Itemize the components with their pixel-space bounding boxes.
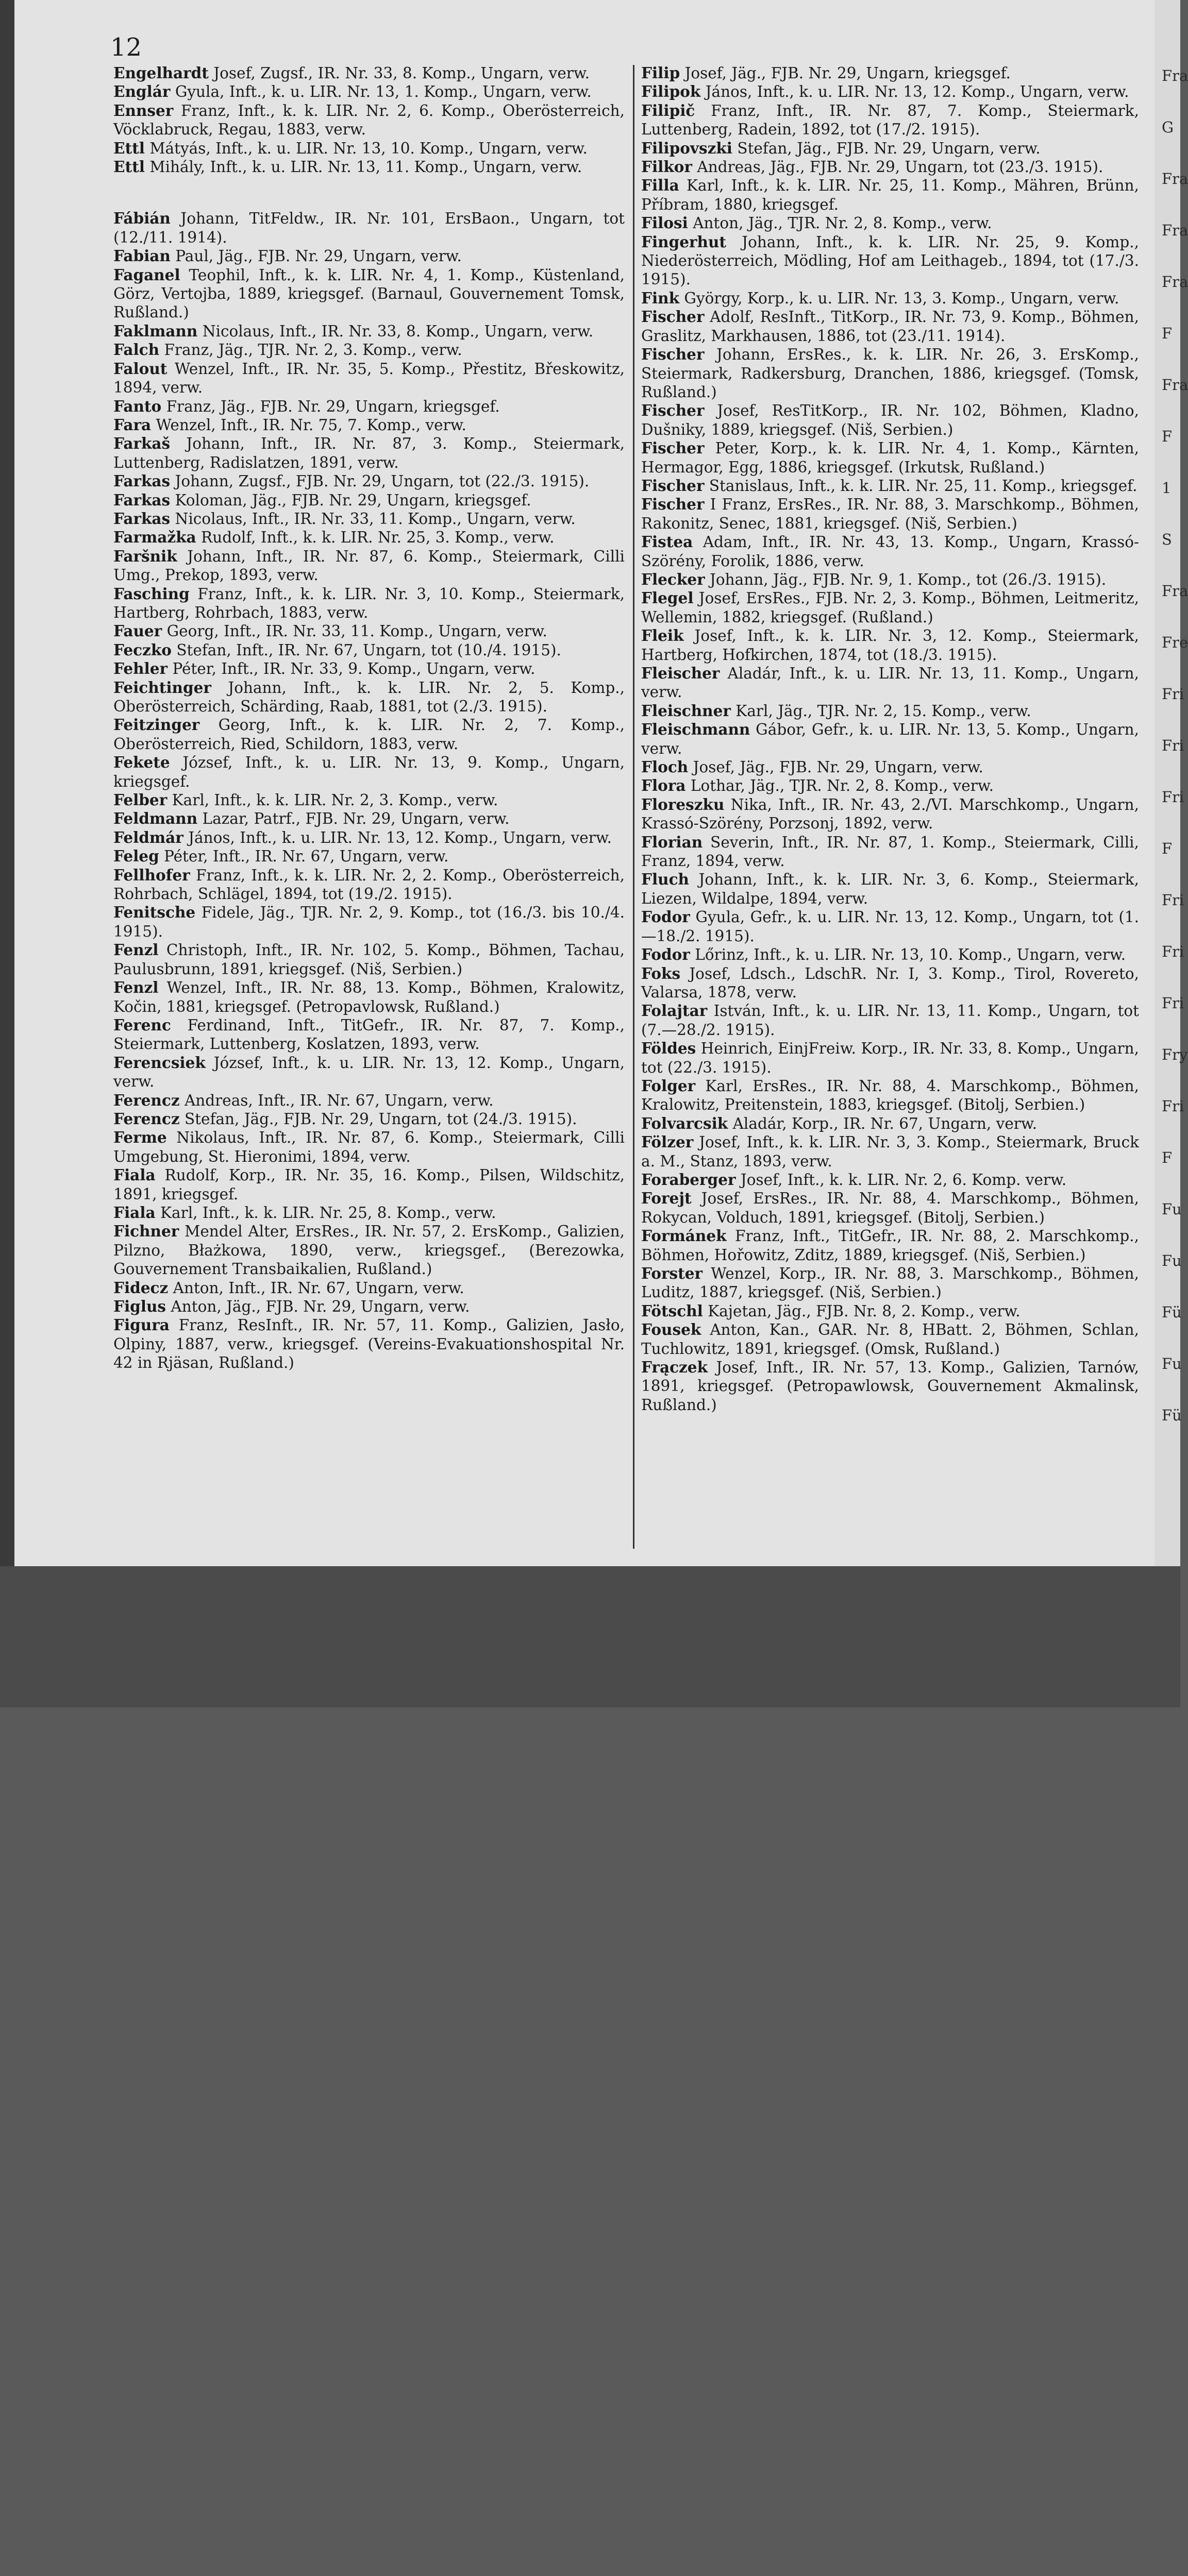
surname: Farmažka [113, 528, 196, 547]
entry-details: József, Inft., k. u. LIR. Nr. 13, 9. Komp., Ungarn, kriegsgef. [113, 754, 625, 790]
register-entry [113, 1222, 625, 1278]
surname: Frączek [641, 1358, 708, 1377]
surname: Ennser [113, 101, 174, 120]
surname: Fara [113, 415, 152, 434]
surname: Faršnik [113, 547, 177, 565]
surname: Fingerhut [641, 232, 727, 251]
edge-fragment: F [1162, 1149, 1173, 1166]
surname: Farkaš [113, 434, 171, 453]
book-gutter [0, 0, 14, 1566]
surname: Fischer [641, 495, 705, 514]
entry-details: Franz, Inft., k. k. LIR. Nr. 2, 2. Komp., Oberösterreich, Rohrbach, Schlägel, 1894, tot (19./2. 1915). [113, 866, 625, 903]
entry-details: Nicolaus, Inft., IR. Nr. 33, 11. Komp., Ungarn, verw. [170, 510, 576, 528]
surname: Felber [113, 791, 168, 809]
register-entry [113, 978, 625, 1016]
entry-details: Adolf, ResInft., TitKorp., IR. Nr. 73, 9. Komp., Böhmen, Graslitz, Markhausen, 1886, tot (23./11. 1914). [641, 308, 1139, 345]
register-entry [113, 139, 625, 158]
entry-details: Rudolf, Inft., k. k. LIR. Nr. 25, 3. Komp., verw. [196, 529, 555, 547]
surname: Fidecz [113, 1278, 169, 1297]
register-entry [641, 533, 1139, 570]
edge-fragment: Fri [1162, 1097, 1184, 1115]
entry-details: Johann, Inft., IR. Nr. 87, 6. Komp., Steiermark, Cilli Umg., Prekop, 1893, verw. [113, 547, 625, 584]
register-entry [641, 758, 1139, 776]
edge-fragment: Fri [1162, 891, 1184, 909]
edge-fragment: Fra [1162, 170, 1188, 188]
register-entry [641, 945, 1139, 964]
entry-details: Johann, Inft., k. k. LIR. Nr. 2, 5. Komp., Oberösterreich, Schärding, Raab, 1881, tot (2./3. 1915). [113, 679, 625, 715]
register-entry [113, 753, 625, 791]
edge-fragment: F [1162, 428, 1173, 445]
entry-details: Adam, Inft., IR. Nr. 43, 13. Komp., Ungarn, Krassó-Szörény, Forolik, 1886, verw. [641, 533, 1139, 570]
register-entry [113, 209, 625, 247]
entry-details: Johann, ErsRes., k. k. LIR. Nr. 26, 3. ErsKomp., Steiermark, Radkersburg, Dranchen, 1886, kriegsgef. (Tomsk, Rußland.) [641, 346, 1139, 401]
entry-details: Mátyás, Inft., k. u. LIR. Nr. 13, 10. Komp., Ungarn, verw. [144, 139, 588, 157]
entry-details: Josef, ErsRes., IR. Nr. 88, 4. Marschkomp., Böhmen, Rokycan, Volduch, 1891, kriegsgef. (Bitolj, Serbien.) [641, 1190, 1139, 1226]
entry-details: Gábor, Gefr., k. u. LIR. Nr. 13, 5. Komp., Ungarn, verw. [641, 721, 1139, 757]
viewer-footer [0, 1566, 1180, 1707]
register-entry [641, 495, 1139, 533]
register-entry [641, 795, 1139, 833]
register-entry [641, 82, 1139, 101]
surname: Fodor [641, 945, 690, 964]
entry-details: Rudolf, Korp., IR. Nr. 35, 16. Komp., Pilsen, Wildschitz, 1891, kriegsgef. [113, 1166, 625, 1203]
surname: Fellhofer [113, 866, 190, 884]
entry-details: Wenzel, Inft., IR. Nr. 35, 5. Komp., Přestitz, Břeskowitz, 1894, verw. [113, 360, 625, 397]
surname: Flegel [641, 589, 694, 607]
entry-details: Georg, Inft., IR. Nr. 33, 11. Komp., Ungarn, verw. [162, 622, 547, 640]
surname: Floch [641, 758, 689, 776]
edge-fragment: S [1162, 531, 1172, 548]
surname: Floreszku [641, 795, 725, 814]
surname: Fousek [641, 1320, 701, 1339]
register-entry [641, 776, 1139, 795]
register-entry [113, 622, 625, 640]
entry-details: Franz, Inft., k. k. LIR. Nr. 3, 10. Komp., Steiermark, Hartberg, Rohrbach, 1883, verw. [113, 585, 625, 621]
surname: Flecker [641, 570, 705, 588]
register-entry [641, 964, 1139, 1002]
entry-details: Kajetan, Jäg., FJB. Nr. 8, 2. Komp., verw. [702, 1302, 1020, 1320]
surname: Feldmár [113, 828, 183, 846]
section-gap [113, 176, 625, 209]
entry-details: Franz, Inft., k. k. LIR. Nr. 2, 6. Komp., Oberösterreich, Vöcklabruck, Regau, 1883, verw. [113, 101, 625, 139]
entry-details: Franz, Inft., IR. Nr. 87, 7. Komp., Steiermark, Luttenberg, Radein, 1892, tot (17./2. 1915). [641, 101, 1139, 139]
entry-details: Wenzel, Inft., IR. Nr. 88, 13. Komp., Böhmen, Kralowitz, Kočin, 1881, kriegsgef. (Petropavlowsk, Rußland.) [113, 979, 625, 1015]
surname: Fluch [641, 870, 690, 889]
entry-details: Franz, Inft., TitGefr., IR. Nr. 88, 2. Marschkomp., Böhmen, Hořowitz, Zditz, 1889, kriegsgef. (Niš, Serbien.) [641, 1227, 1139, 1264]
surname: Fistea [641, 533, 693, 551]
surname: Feczko [113, 640, 172, 659]
register-entry [113, 1128, 625, 1166]
entry-details: Lazar, Patrf., FJB. Nr. 29, Ungarn, verw. [197, 810, 510, 828]
surname: Folajtar [641, 1002, 708, 1020]
register-entry [641, 214, 1139, 232]
surname: Filip [641, 64, 680, 82]
edge-fragment: G [1162, 118, 1174, 136]
surname: Feldmann [113, 809, 198, 828]
surname: Filosi [641, 214, 688, 232]
surname: Fleischmann [641, 720, 750, 739]
surname: Fischer [641, 345, 705, 364]
entry-details: Nika, Inft., IR. Nr. 43, 2./VI. Marschkomp., Ungarn, Krassó-Szörény, Porzsonj, 1892, verw. [641, 795, 1139, 833]
register-entry [641, 439, 1139, 477]
entry-details: Stefan, Jäg., FJB. Nr. 29, Ungarn, verw. [732, 139, 1041, 157]
register-entry [113, 434, 625, 472]
surname: Farkas [113, 509, 171, 528]
edge-fragment: Fri [1162, 737, 1184, 754]
register-entry [641, 589, 1139, 626]
surname: Flora [641, 776, 686, 795]
surname: Faganel [113, 265, 180, 284]
register-entry [113, 1091, 625, 1110]
surname: Engelhardt [113, 64, 209, 82]
register-entry [113, 1016, 625, 1054]
register-entry [113, 360, 625, 397]
entry-details: Anton, Jäg., FJB. Nr. 29, Ungarn, verw. [166, 1298, 470, 1315]
entry-details: Anton, Jäg., TJR. Nr. 2, 8. Komp., verw. [688, 214, 992, 232]
register-entry [113, 903, 625, 941]
entry-details: Stefan, Jäg., FJB. Nr. 29, Ungarn, tot (24./3. 1915). [179, 1110, 577, 1128]
register-entry [641, 570, 1139, 589]
entry-details: Karl, Inft., k. k. LIR. Nr. 2, 3. Komp., verw. [167, 791, 498, 809]
register-entry [641, 1358, 1139, 1414]
entry-details: Johann, Jäg., FJB. Nr. 9, 1. Komp., tot (26./3. 1915). [705, 570, 1107, 588]
surname: Fasching [113, 584, 190, 603]
register-entry [641, 1039, 1139, 1077]
register-entry [641, 1189, 1139, 1227]
surname: Fischer [641, 476, 705, 495]
entry-details: Anton, Inft., IR. Nr. 67, Ungarn, verw. [168, 1279, 464, 1297]
entry-details: Aladár, Korp., IR. Nr. 67, Ungarn, verw. [728, 1114, 1038, 1132]
surname: Forejt [641, 1189, 692, 1208]
edge-fragment: F [1162, 325, 1173, 342]
page-number: 12 [110, 33, 142, 62]
entry-details: Stanislaus, Inft., k. k. LIR. Nr. 25, 11. Komp., kriegsgef. [704, 477, 1137, 495]
surname: Fehler [113, 659, 168, 678]
entry-details: Fidele, Jäg., TJR. Nr. 2, 9. Komp., tot (16./3. bis 10./4. 1915). [113, 904, 625, 940]
surname: Fischer [641, 308, 705, 326]
entry-details: János, Inft., k. u. LIR. Nr. 13, 12. Komp., Ungarn, verw. [183, 828, 612, 846]
entry-details: Josef, Jäg., FJB. Nr. 29, Ungarn, kriegsgef. [680, 64, 1011, 82]
register-entry [113, 641, 625, 659]
surname: Ferencz [113, 1091, 180, 1109]
surname: Feichtinger [113, 678, 211, 697]
entry-details: Johann, Inft., k. k. LIR. Nr. 3, 6. Komp., Steiermark, Liezen, Wildalpe, 1894, verw. [641, 871, 1139, 907]
edge-fragment: F [1162, 840, 1173, 857]
register-entry [641, 176, 1139, 214]
entry-details: Wenzel, Inft., IR. Nr. 75, 7. Komp., verw. [151, 416, 466, 434]
register-entry [113, 1279, 625, 1297]
edge-fragment: Fra [1162, 582, 1188, 600]
right-column [641, 64, 1139, 1414]
register-entry [113, 847, 625, 866]
entry-details: Karl, ErsRes., IR. Nr. 88, 4. Marschkomp., Böhmen, Kralowitz, Preitenstein, 1883, kriegsgef. (Bitolj, Serbien.) [641, 1077, 1139, 1114]
register-entry [113, 659, 625, 678]
register-entry [113, 510, 625, 528]
register-entry [113, 247, 625, 265]
surname: Formánek [641, 1227, 727, 1245]
register-entry [641, 477, 1139, 495]
surname: Filipok [641, 82, 701, 101]
surname: Filipovszki [641, 139, 733, 157]
register-entry [113, 266, 625, 322]
entry-details: Péter, Inft., IR. Nr. 67, Ungarn, verw. [159, 848, 449, 866]
register-entry [113, 1166, 625, 1204]
edge-fragment: Fri [1162, 994, 1184, 1012]
entry-details: Josef, Inft., k. k. LIR. Nr. 3, 3. Komp., Steiermark, Bruck a. M., Stanz, 1893, verw. [641, 1133, 1139, 1170]
entry-details: Péter, Inft., IR. Nr. 33, 9. Komp., Ungarn, verw. [168, 660, 536, 678]
surname: Fink [641, 289, 680, 307]
entry-details: Karl, Inft., k. k. LIR. Nr. 25, 11. Komp., Mähren, Brünn, Příbram, 1880, kriegsgef. [641, 177, 1139, 213]
surname: Ferenc [113, 1015, 171, 1034]
register-entry [113, 528, 625, 547]
surname: Fekete [113, 753, 170, 772]
edge-fragment: Fre [1162, 634, 1188, 651]
entry-details: Josef, Inft., IR. Nr. 57, 13. Komp., Galizien, Tarnów, 1891, kriegsgef. (Petropawlowsk, Gouvernement Akmalinsk, Rußland.) [641, 1359, 1139, 1414]
entry-details: János, Inft., k. u. LIR. Nr. 13, 12. Komp., Ungarn, verw. [700, 83, 1129, 101]
edge-fragment: Fu [1162, 1355, 1182, 1372]
register-entry [641, 101, 1139, 139]
register-entry [641, 401, 1139, 439]
register-entry [113, 828, 625, 847]
register-entry [113, 1316, 625, 1372]
entry-details: Aladár, Inft., k. u. LIR. Nr. 13, 11. Komp., Ungarn, verw. [641, 665, 1139, 701]
entry-details: Franz, Jäg., FJB. Nr. 29, Ungarn, kriegsgef. [161, 397, 500, 415]
surname: Ettl [113, 139, 145, 157]
surname: Falch [113, 341, 160, 359]
next-page-edge [1154, 0, 1188, 1566]
entry-details: Josef, Inft., k. k. LIR. Nr. 3, 12. Komp., Steiermark, Hartberg, Hofkirchen, 1874, tot (18./3. 1915). [641, 627, 1139, 664]
register-entry [641, 1227, 1139, 1264]
surname: Fleischner [641, 701, 731, 720]
register-entry [641, 1077, 1139, 1114]
edge-fragment: Fu [1162, 1200, 1182, 1218]
surname: Fábián [113, 209, 171, 228]
entry-details: Mihály, Inft., k. u. LIR. Nr. 13, 11. Komp., Ungarn, verw. [144, 158, 582, 176]
entry-details: Karl, Inft., k. k. LIR. Nr. 25, 8. Komp., verw. [155, 1204, 496, 1222]
register-entry [641, 345, 1139, 401]
entry-details: Josef, Ldsch., LdschR. Nr. I, 3. Komp., Tirol, Rovereto, Valarsa, 1878, verw. [641, 964, 1139, 1001]
surname: Fabian [113, 247, 171, 265]
surname: Feleg [113, 847, 159, 866]
surname: Fischer [641, 401, 705, 420]
register-entry [641, 664, 1139, 702]
register-entry [113, 547, 625, 585]
entry-details: Wenzel, Korp., IR. Nr. 88, 3. Marschkomp., Böhmen, Luditz, 1887, kriegsgef. (Niš, Serbien.) [641, 1265, 1139, 1301]
entry-details: Johann, Inft., IR. Nr. 87, 3. Komp., Steiermark, Luttenberg, Radislatzen, 1891, verw. [113, 435, 625, 471]
register-entry [113, 1297, 625, 1316]
register-entry [113, 1204, 625, 1222]
surname: Fenitsche [113, 903, 196, 922]
entry-details: Franz, ResInft., IR. Nr. 57, 11. Komp., Galizien, Jasło, Olpiny, 1887, verw., kriegsgef. (Vereins-Evakuationshospital Nr. 42 in Rjäsan, Rußland.) [113, 1316, 625, 1372]
surname: Foraberger [641, 1170, 736, 1189]
register-entry [113, 716, 625, 753]
edge-fragment: Fü [1162, 1303, 1182, 1321]
entry-details: Heinrich, EinjFreiw. Korp., IR. Nr. 33, 8. Komp., Ungarn, tot (22./3. 1915). [641, 1040, 1139, 1076]
entry-details: István, Inft., k. u. LIR. Nr. 13, 11. Komp., Ungarn, tot (7.—28./2. 1915). [641, 1002, 1139, 1039]
surname: Falout [113, 359, 168, 378]
entry-details: Lőrinz, Inft., k. u. LIR. Nr. 13, 10. Komp., Ungarn, verw. [690, 946, 1126, 964]
surname: Fichner [113, 1222, 179, 1241]
register-entry [113, 791, 625, 809]
register-entry [641, 308, 1139, 345]
register-entry [641, 1171, 1139, 1189]
surname: Feitzinger [113, 716, 200, 734]
surname: Folvarcsik [641, 1114, 728, 1132]
edge-fragment: Fri [1162, 943, 1184, 960]
surname: Folger [641, 1076, 696, 1095]
entry-details: Koloman, Jäg., FJB. Nr. 29, Ungarn, kriegsgef. [170, 491, 531, 509]
register-entry [641, 720, 1139, 758]
edge-fragment: Fra [1162, 376, 1188, 394]
entry-details: Georg, Inft., k. k. LIR. Nr. 2, 7. Komp., Oberösterreich, Ried, Schildorn, 1883, verw. [113, 716, 625, 753]
surname: Foks [641, 964, 681, 982]
register-entry [113, 472, 625, 490]
surname: Fenzl [113, 941, 159, 959]
surname: Forster [641, 1264, 703, 1282]
entry-details: Gyula, Inft., k. u. LIR. Nr. 13, 1. Komp., Ungarn, verw. [170, 83, 592, 101]
register-entry [113, 809, 625, 828]
entry-details: György, Korp., k. u. LIR. Nr. 13, 3. Komp., Ungarn, verw. [679, 289, 1119, 307]
register-entry [641, 702, 1139, 720]
entry-details: Nicolaus, Inft., IR. Nr. 33, 8. Komp., Ungarn, verw. [197, 322, 594, 340]
entry-details: Andreas, Inft., IR. Nr. 67, Ungarn, verw. [179, 1091, 494, 1109]
register-entry [641, 1264, 1139, 1302]
surname: Farkas [113, 490, 171, 509]
register-entry [113, 491, 625, 510]
entry-details: Anton, Kan., GAR. Nr. 8, HBatt. 2, Böhmen, Schlan, Tuchlowitz, 1891, kriegsgef. (Omsk, Rußland.) [641, 1321, 1139, 1358]
entry-details: Johann, TitFeldw., IR. Nr. 101, ErsBaon., Ungarn, tot (12./11. 1914). [113, 210, 625, 246]
register-entry [113, 82, 625, 101]
surname: Florian [641, 833, 703, 851]
register-entry [113, 679, 625, 716]
entry-details: Peter, Korp., k. k. LIR. Nr. 4, 1. Komp., Kärnten, Hermagor, Egg, 1886, kriegsgef. (Irkutsk, Rußland.) [641, 439, 1139, 476]
edge-fragment: Fri [1162, 788, 1184, 806]
entry-details: Josef, Inft., k. k. LIR. Nr. 2, 6. Komp. verw. [735, 1171, 1067, 1189]
edge-fragment: 1 [1162, 479, 1172, 497]
surname: Fodor [641, 908, 690, 926]
entry-details: Mendel Alter, ErsRes., IR. Nr. 57, 2. ErsKomp., Galizien, Pilzno, Błażkowa, 1890, verw., kriegsgef., (Berezowka, Gouvernement Transbaikalien, Rußland.) [113, 1223, 625, 1278]
surname: Fanto [113, 397, 162, 415]
register-entry [113, 322, 625, 341]
register-entry [641, 289, 1139, 308]
surname: Filkor [641, 158, 693, 176]
surname: Faklmann [113, 321, 198, 340]
register-entry [641, 626, 1139, 664]
register-entry [641, 1133, 1139, 1171]
register-entry [641, 233, 1139, 289]
edge-fragment: Fu [1162, 1252, 1182, 1269]
column-divider [633, 65, 634, 1549]
entry-details: Lothar, Jäg., TJR. Nr. 2, 8. Komp., verw. [685, 777, 994, 795]
register-entry [113, 1110, 625, 1128]
register-entry [113, 341, 625, 359]
register-entry [641, 158, 1139, 176]
entry-details: Stefan, Inft., IR. Nr. 67, Ungarn, tot (10./4. 1915). [171, 641, 561, 659]
surname: Fenzl [113, 978, 159, 997]
register-entry [641, 1302, 1139, 1320]
edge-fragment: Fra [1162, 67, 1188, 84]
surname: Englár [113, 82, 171, 101]
edge-fragment: Fra [1162, 273, 1188, 291]
register-entry [641, 1002, 1139, 1039]
surname: Fölzer [641, 1133, 694, 1151]
entry-details: Nikolaus, Inft., IR. Nr. 87, 6. Komp., Steiermark, Cilli Umgebung, St. Hieronimi, 1894, verw. [113, 1129, 625, 1165]
surname: Ettl [113, 158, 145, 176]
surname: Fiala [113, 1166, 156, 1184]
register-entry [113, 101, 625, 139]
edge-fragment: Fri [1162, 685, 1184, 703]
register-entry [641, 139, 1139, 158]
entry-details: Gyula, Gefr., k. u. LIR. Nr. 13, 12. Komp., Ungarn, tot (1.—18./2. 1915). [641, 908, 1139, 945]
entry-details: I Franz, ErsRes., IR. Nr. 88, 3. Marschkomp., Böhmen, Rakonitz, Senec, 1881, kriegsgef. (Niš, Serbien.) [641, 496, 1139, 532]
edge-fragment: Fra [1162, 222, 1188, 239]
surname: Ferencsiek [113, 1053, 206, 1072]
entry-details: Josef, ErsRes., FJB. Nr. 2, 3. Komp., Böhmen, Leitmeritz, Wellemin, 1882, kriegsgef. (Rußland.) [641, 589, 1139, 626]
entry-details: Teophil, Inft., k. k. LIR. Nr. 4, 1. Komp., Küstenland, Görz, Vertojba, 1889, kriegsgef. (Barnaul, Gouvernement Tomsk, Rußland.) [113, 266, 625, 321]
entry-details: Ferdinand, Inft., TitGefr., IR. Nr. 87, 7. Komp., Steiermark, Luttenberg, Koslatzen, 1893, verw. [113, 1016, 625, 1053]
register-entry [113, 585, 625, 622]
register-entry [113, 1054, 625, 1091]
register-entry [113, 64, 625, 82]
entry-details: Johann, Zugsf., FJB. Nr. 29, Ungarn, tot (22./3. 1915). [170, 472, 590, 490]
register-entry [113, 416, 625, 434]
edge-fragment: Fry [1162, 1046, 1188, 1063]
register-entry [113, 158, 625, 176]
surname: Fleischer [641, 664, 720, 682]
surname: Fiala [113, 1203, 156, 1222]
register-entry [113, 866, 625, 904]
surname: Ferme [113, 1128, 167, 1147]
left-column [113, 64, 625, 1372]
entry-details: József, Inft., k. u. LIR. Nr. 13, 12. Komp., Ungarn, verw. [113, 1054, 625, 1091]
entry-details: Josef, ResTitKorp., IR. Nr. 102, Böhmen, Kladno, Dušniky, 1889, kriegsgef. (Niš, Serbien.) [641, 402, 1139, 438]
entry-details: Severin, Inft., IR. Nr. 87, 1. Komp., Steiermark, Cilli, Franz, 1894, verw. [641, 833, 1139, 870]
entry-details: Franz, Jäg., TJR. Nr. 2, 3. Komp., verw. [159, 341, 462, 359]
entry-details: Christoph, Inft., IR. Nr. 102, 5. Komp., Böhmen, Tachau, Paulusbrunn, 1891, kriegsgef. (Niš, Serbien.) [113, 941, 625, 978]
entry-details: Karl, Jäg., TJR. Nr. 2, 15. Komp., verw. [730, 702, 1031, 720]
surname: Ferencz [113, 1109, 180, 1128]
entry-details: Andreas, Jäg., FJB. Nr. 29, Ungarn, tot (23./3. 1915). [692, 158, 1103, 176]
surname: Fleik [641, 626, 684, 645]
surname: Fauer [113, 622, 162, 640]
edge-fragment: Fü [1162, 1406, 1182, 1424]
register-entry [641, 64, 1139, 82]
entry-details: Josef, Zugsf., IR. Nr. 33, 8. Komp., Ungarn, verw. [208, 64, 590, 82]
surname: Figlus [113, 1297, 166, 1315]
register-entry [641, 908, 1139, 945]
surname: Fötschl [641, 1301, 703, 1320]
register-entry [113, 397, 625, 416]
register-entry [641, 1320, 1139, 1358]
entry-details: Josef, Jäg., FJB. Nr. 29, Ungarn, verw. [688, 758, 983, 776]
surname: Fischer [641, 439, 705, 457]
surname: Farkas [113, 472, 171, 490]
surname: Földes [641, 1039, 696, 1058]
surname: Figura [113, 1316, 170, 1334]
register-entry [641, 833, 1139, 871]
surname: Filipič [641, 101, 695, 120]
surname: Filla [641, 176, 679, 195]
register-entry [641, 870, 1139, 908]
register-entry [113, 941, 625, 978]
entry-details: Paul, Jäg., FJB. Nr. 29, Ungarn, verw. [170, 247, 462, 265]
register-entry [641, 1114, 1139, 1133]
entry-details: Johann, Inft., k. k. LIR. Nr. 25, 9. Komp., Niederösterreich, Mödling, Hof am Leithageb., 1894, tot (17./3. 1915). [641, 233, 1139, 289]
